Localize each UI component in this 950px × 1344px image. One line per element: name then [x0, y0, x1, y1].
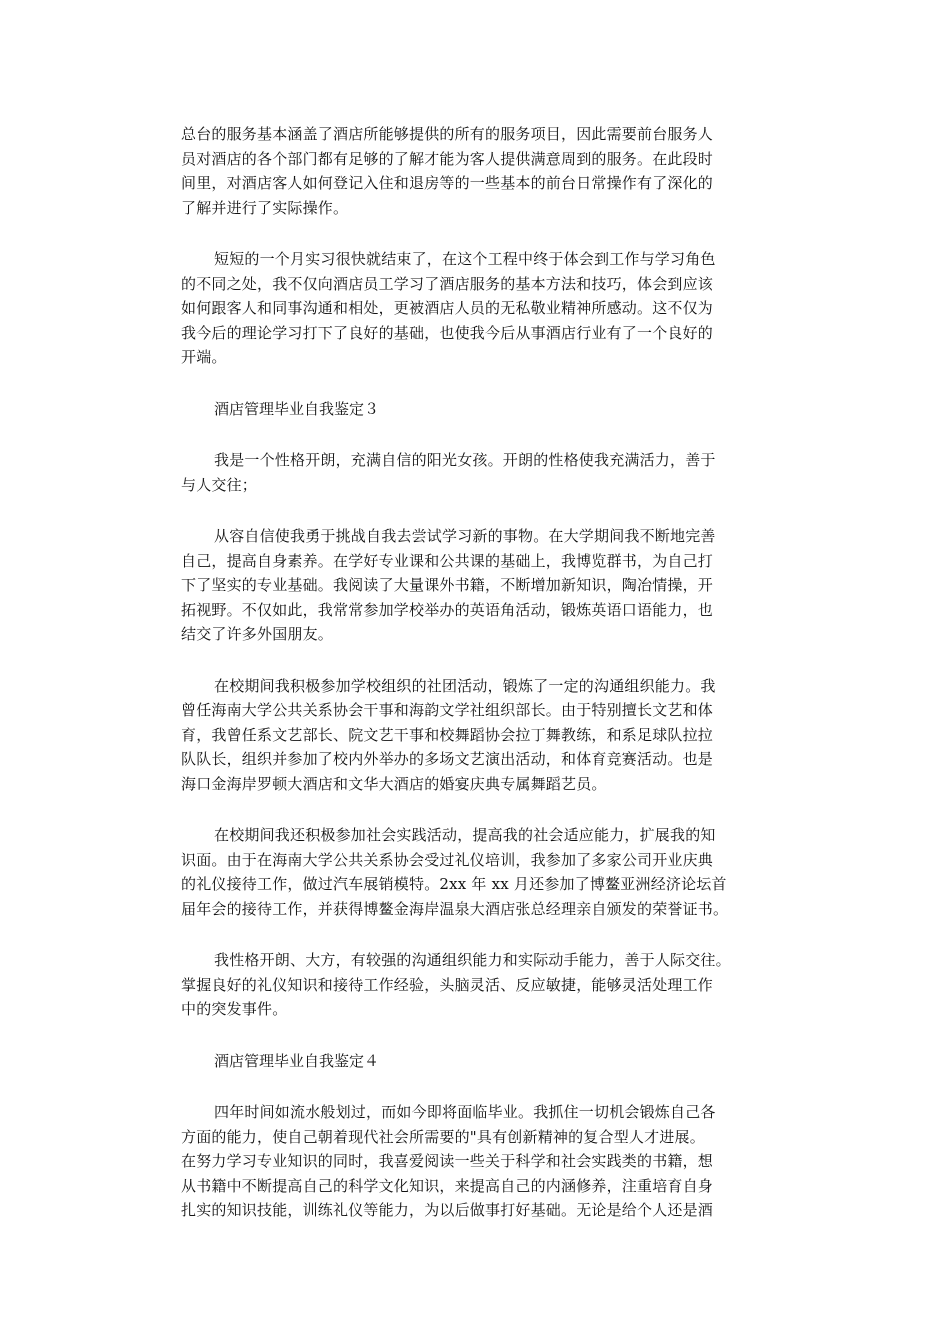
- text-line: 了解并进行了实际操作。: [181, 198, 349, 217]
- text-line: 识面。由于在海南大学公共关系协会受过礼仪培训，我参加了多家公司开业庆典: [181, 850, 714, 869]
- text-line: 育，我曾任系文艺部长、院文艺干事和校舞蹈协会拉丁舞教练，和系足球队拉拉: [181, 725, 714, 744]
- document-body: [181, 122, 771, 1250]
- text-line: 方面的能力，使自己朝着现代社会所需要的"具有创新精神的复合型人才进展。: [181, 1127, 705, 1146]
- paragraph: [181, 823, 771, 921]
- text-line: 扎实的知识技能，训练礼仪等能力，为以后做事打好基础。无论是给个人还是酒: [181, 1201, 714, 1219]
- text-line: 间里，对酒店客人如何登记入住和退房等的一些基本的前台日常操作有了深化的: [181, 174, 714, 192]
- paragraph: [181, 948, 771, 1022]
- text-line: 从书籍中不断提高自己的科学文化知识，来提高自己的内涵修养，注重培育自身: [181, 1176, 714, 1195]
- section-heading: 酒店管理毕业自我鉴定４: [214, 1051, 380, 1070]
- text-line: 我今后的理论学习打下了良好的基础，也使我今后从事酒店行业有了一个良好的: [181, 323, 714, 342]
- text-line: 掌握良好的礼仪知识和接待工作经验，头脑灵活、反应敏捷，能够灵活处理工作: [181, 975, 714, 994]
- section-heading: 酒店管理毕业自我鉴定３: [214, 399, 380, 418]
- paragraph: [181, 674, 771, 797]
- text-line: 我是一个性格开朗，充满自信的阳光女孩。开朗的性格使我充满活力，善于: [214, 451, 716, 469]
- text-line: 在校期间我还积极参加社会实践活动，提高我的社会适应能力，扩展我的知: [214, 826, 716, 844]
- text-line: 曾任海南大学公共关系协会干事和海韵文学社组织部长。由于特别擅长文艺和体: [181, 701, 714, 719]
- text-line: 与人交往；: [181, 475, 258, 494]
- text-line: 自己，提高自身素养。在学好专业课和公共课的基础上，我博览群书，为自己打: [181, 551, 714, 570]
- text-line: 开端。: [181, 348, 227, 366]
- text-line: 如何跟客人和同事沟通和相处，更被酒店人员的无私敬业精神所感动。这不仅为: [181, 299, 714, 317]
- text-line: 中的突发事件。: [181, 1000, 288, 1018]
- text-line: 在校期间我积极参加学校组织的社团活动，锻炼了一定的沟通组织能力。我: [214, 676, 716, 695]
- text-line: 员对酒店的各个部门都有足够的了解才能为客人提供满意周到的服务。在此段时: [181, 149, 714, 168]
- text-line: 的不同之处，我不仅向酒店员工学习了酒店服务的基本方法和技巧，体会到应该: [181, 274, 714, 293]
- text-line: 结交了许多外国朋友。: [181, 625, 334, 643]
- paragraph: [181, 122, 771, 220]
- text-line: 届年会的接待工作，并获得博鳌金海岸温泉大酒店张总经理亲自颁发的荣誉证书。: [181, 899, 729, 918]
- paragraph: [181, 524, 771, 647]
- text-line: 海口金海岸罗顿大酒店和文华大酒店的婚宴庆典专属舞蹈艺员。: [181, 774, 607, 793]
- paragraph: [181, 1100, 771, 1223]
- text-line: 总台的服务基本涵盖了酒店所能够提供的所有的服务项目，因此需要前台服务人: [181, 125, 714, 143]
- text-line: 在努力学习专业知识的同时，我喜爱阅读一些关于科学和社会实践类的书籍，想: [181, 1152, 714, 1170]
- text-line: 我性格开朗、大方，有较强的沟通组织能力和实际动手能力，善于人际交往。: [214, 951, 731, 969]
- text-line: 短短的一个月实习很快就结束了，在这个工程中终于体会到工作与学习角色: [214, 250, 716, 268]
- text-line: 队队长，组织并参加了校内外举办的多场文艺演出活动，和体育竞赛活动。也是: [181, 750, 714, 768]
- text-line: 的礼仪接待工作，做过汽车展销模特。2xx 年 xx 月还参加了博鳌亚洲经济论坛首: [181, 875, 727, 893]
- text-line: 拓视野。不仅如此，我常常参加学校举办的英语角活动，锻炼英语口语能力，也: [181, 600, 714, 619]
- paragraph: [181, 448, 771, 497]
- text-line: 下了坚实的专业基础。我阅读了大量课外书籍，不断增加新知识，陶冶情操，开: [181, 576, 714, 594]
- paragraph: [181, 247, 771, 370]
- text-line: 四年时间如流水般划过，而如今即将面临毕业。我抓住一切机会锻炼自己各: [214, 1103, 716, 1121]
- text-line: 从容自信使我勇于挑战自我去尝试学习新的事物。在大学期间我不断地完善: [214, 527, 716, 545]
